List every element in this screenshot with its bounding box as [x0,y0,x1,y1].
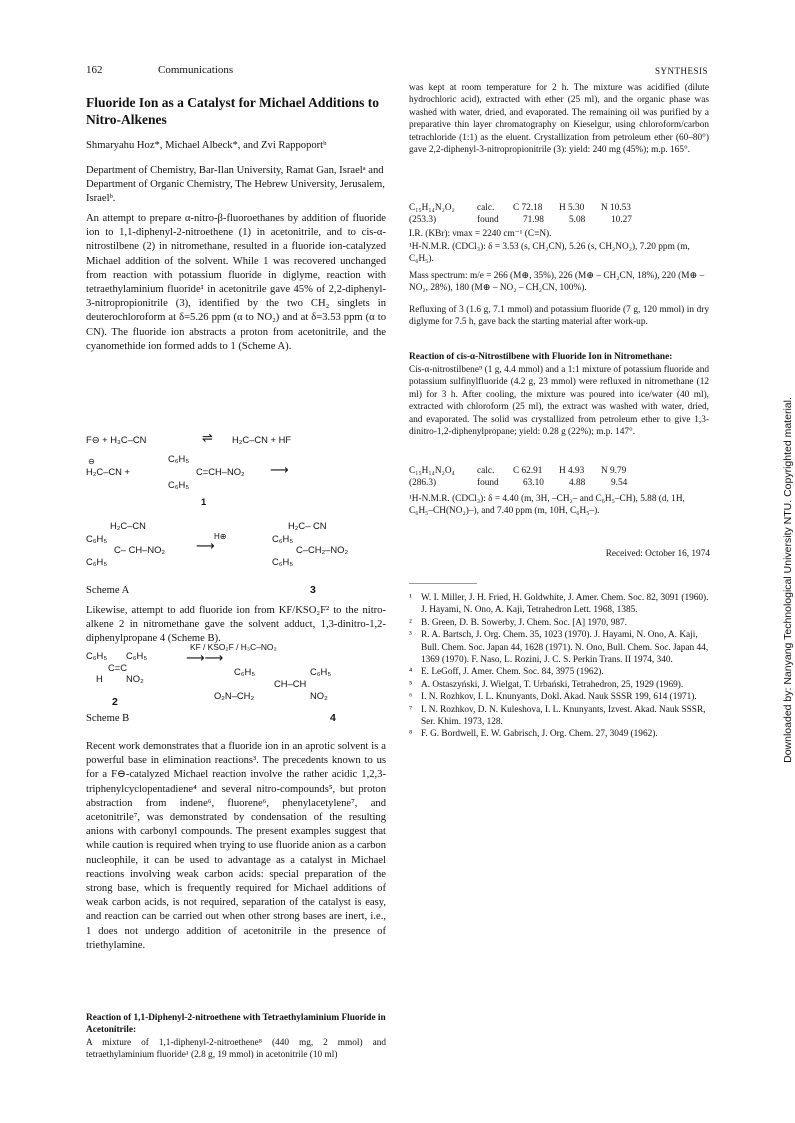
analysis-2-formula: C₁₅H₁₄N₂O₄ [409,466,455,476]
intermediate-top: H₂C–CN [110,520,146,531]
intermediate-phenyl-1: C₆H₅ [86,533,108,544]
reference-number: ⁸ [409,729,413,740]
reference-item [409,617,709,629]
analysis-1-c-found: 71.98 [523,215,544,226]
analysis-1 [409,202,709,227]
reference-item [409,691,709,703]
analysis-2-c-found: 63.10 [523,478,544,489]
analysis-2 [409,465,709,490]
reference-text: I. N. Rozhkov, I. L. Knunyants, Dokl. Akad. Nauk SSSR 199, 614 (1971). [421,692,697,703]
reference-number: ⁵ [409,679,413,690]
reflux-note: Refluxing of 3 (1.6 g, 7.1 mmol) and potassium fluoride (7 g, 120 mmol) in dry diglyme for 7.5 h, gave back the starting material after work-up. [409,305,709,328]
compound-2-label: 2 [112,696,118,708]
reactant-double-bond: C=C [108,662,128,673]
eq2-left: H₂C–CN + [86,466,131,477]
compound-3-label: 3 [310,584,316,596]
analysis-2-n-found: 9.54 [611,478,628,489]
reaction-arrow-b: ⟶⟶ [186,650,224,665]
compound-1-label: 1 [201,496,207,507]
page-number: 162 [86,64,103,76]
product-b-left: O₂N–CH₂ [214,690,255,701]
analysis-2-h-calc: H 4.93 [559,466,585,476]
product-phenyl-1: C₆H₅ [272,533,294,544]
analysis-2-found: found [477,478,499,489]
experiment-1-text: A mixture of 1,1-diphenyl-2-nitroethene⁸ (440 mg, 2 mmol) and tetraethylaminium fluoride¹ (2.8 g, 19 mmol) in acetonitrile (10 ml) [86,1038,386,1061]
reference-number: ⁷ [409,704,413,715]
scheme-b-caption: Scheme B [86,713,130,724]
affiliation-2: and Department of Organic Chemistry, The Hebrew University, Jerusalem, Israelᵇ. [86,165,385,205]
equilibrium-arrow: ⇌ [202,430,213,445]
reference-text: I. N. Rozhkov, D. N. Kuleshova, I. L. Knunyants, Izvest. Akad. Nauk SSSR, Ser. Khim. 1973, 128. [421,704,706,728]
experiment-1-heading: Reaction of 1,1-Diphenyl-2-nitroethene with Tetraethylaminium Fluoride in Acetonitrile: [86,1013,386,1036]
experiment-2-text: Cis-α-nitrostilbene⁹ (1 g, 4.4 mmol) and a 1:1 mixture of potassium fluoride and potassium sulfinylfluoride (4.2 g, 23 mmol) were refluxed in nitromethane (12 ml) for 3 h. After cooling, the mixture was poured into ice/water (40 ml), extracted with chloroform (25 ml), the extract was washed with water, dried, and evaporated. The solid was crystallized from petroleum ether to give 1,3-dinitro-1,2-diphenylpropane; yield: 0.28 g (22%); m.p. 147°. [409,365,709,438]
phenyl-1: C₆H₅ [168,453,190,464]
article-title: Fluoride Ion as a Catalyst for Michael Additions to Nitro-Alkenes [86,95,380,127]
reference-number: ³ [409,630,412,641]
product-mid: C–CH₂–NO₂ [296,544,349,555]
mass-spectrum: Mass spectrum: m/e = 266 (M⊕, 35%), 226 (M⊕ – CH₂CN, 18%), 220 (M⊕ – NO₂, 28%), 180 (M⊕ – NO₂ – CH₂CN, 100%). [409,271,705,294]
received-date: Received: October 16, 1974 [605,549,710,559]
intermediate-mid: C– CH–NO₂ [114,544,166,555]
experiment-1-continued: was kept at room temperature for 2 h. The mixture was acidified (dilute hydrochloric acid), extracted with ether (25 ml), and the organic phase was washed with water, dried, and evaporated. The remaining oil was purified by a preparative thin layer chromatography on Kieselgur, using chloroform/carbon tetrachloride (1:1) as the eluent. Crystallization from petroleum ether (60–80°) gave 2,2-diphenyl-3-nitropropionitrile (3): yield: 240 mg (45%); m.p. 165°. [409,83,709,156]
phenyl-2: C₆H₅ [168,479,190,490]
reactant-hydrogen: H [96,673,103,684]
download-note: Downloaded by: Nanyang Technological University NTU. Copyrighted material. [782,397,794,763]
references-list [409,592,709,741]
intro-paragraph: An attempt to prepare α-nitro-β-fluoroethanes by addition of fluoride ion to 1,1-diphenyl-2-nitroethene (1) in acetonitrile, and to cis-α-nitrostilbene (2) in nitromethane, resulted in a fluoride ion-catalyzed Michael addition of the solvent. While 1 was recovered unchanged from reaction with potassium fluoride in diglyme, reaction with tetraethylaminium fluoride¹ in acetonitrile gave 45% of 2,2-diphenyl-3-nitropropionitrile (3), identified by the two CH₂ singlets in deuterochloroform at δ=5.26 ppm (α to NO₂) and at δ=3.53 ppm (α to CN). The fluoride ion abstracts a proton from acetonitrile, and the cyanomethide ion formed adds to 1 (Scheme A). [86,213,386,352]
analysis-1-n-calc: N 10.53 [601,203,631,213]
analysis-1-found: found [477,215,499,226]
reaction-arrow-2: ⟶ [196,538,215,553]
analysis-1-h-found: 5.08 [569,215,586,226]
reference-item [409,728,709,740]
reference-item [409,679,709,691]
footnote-divider [409,583,477,584]
reference-item [409,704,709,729]
journal-name: SYNTHESIS [655,66,709,76]
alkene: C=CH–NO₂ [196,466,245,477]
analysis-1-calc: calc. [477,203,495,213]
eq1-right: H₂C–CN + HF [232,434,292,445]
reaction-arrow-1: ⟶ [270,462,289,477]
product-phenyl-2: C₆H₅ [272,556,294,567]
affiliation-1: Department of Chemistry, Bar-Ilan University, Ramat Gan, Israelᵃ [86,165,366,176]
intermediate-phenyl-2: C₆H₅ [86,556,108,567]
reactant-nitro: NO₂ [126,673,144,684]
analysis-1-h-calc: H 5.30 [559,203,585,213]
scheme-a-caption: Scheme A [86,585,130,596]
nmr-data-1: ¹H-N.M.R. (CDCl₃): δ = 3.53 (s, CH₂CN), 5.26 (s, CH₂NO₂), 7.20 ppm (m, C₆H₅). [409,242,690,265]
reference-text: W. I. Miller, J. H. Fried, H. Goldwhite, J. Amer. Chem. Soc. 82, 3091 (1960). J. Hayami, N. Ono, A. Kaji, Tetrahedron Lett. 1968, 1385. [421,593,709,616]
product-top: H₂C– CN [288,520,327,531]
reactant-phenyl-2: C₆H₅ [126,650,148,661]
reference-text: E. LeGoff, J. Amer. Chem. Soc. 84, 3975 (1962). [421,667,604,678]
proton-catalyst: H⊕ [214,532,227,541]
analysis-2-n-calc: N 9.79 [601,466,627,476]
affiliations [86,164,386,207]
analysis-2-c-calc: C 62.91 [513,466,543,476]
product-b-phenyl-1: C₆H₅ [234,666,256,677]
reference-number: ⁶ [409,692,413,703]
scheme-b-reagent: KF / KSO₂F / H₃C–NO₂ [190,642,277,652]
product-b-phenyl-2: C₆H₅ [310,666,332,677]
analysis-2-calc: calc. [477,466,495,476]
reference-number: ¹ [409,593,412,603]
product-b-nitro: NO₂ [310,690,328,701]
reference-text: F. G. Bordwell, E. W. Gabrisch, J. Org. Chem. 27, 3049 (1962). [421,729,658,740]
section-label: Communications [158,64,234,76]
reference-number: ⁴ [409,667,413,678]
product-b-backbone: CH–CH [274,678,307,689]
reference-item [409,666,709,678]
compound-4-label: 4 [330,712,336,724]
reference-text: A. Ostaszyński, J. Wielgat, T. Urbański, Tetrahedron, 25, 1929 (1969). [421,679,684,690]
reference-number: ² [409,617,412,628]
reference-item [409,629,709,666]
analysis-2-mw: (286.3) [409,478,437,489]
analysis-1-n-found: 10.27 [611,215,632,226]
reference-item [409,592,709,617]
analysis-1-mw: (253.3) [409,215,437,226]
paragraph-2: Likewise, attempt to add fluoride ion from KF/KSO₂F² to the nitro-alkene 2 in nitromethane gave the solvent adduct, 1,3-dinitro-1,2-diphenylpropane 4 (Scheme B). [86,605,386,645]
nmr-data-2: ¹H-N.M.R. (CDCl₃): δ = 4.40 (m, 3H, –CH₂– and C₆H₅–CH), 5.88 (d, 1H, C₆H₅–CH(NO₂)–), and 7.40 ppm (m, 10H, C₆H₅–). [409,494,685,517]
eq1-left: F⊖ + H₃C–CN [86,434,147,445]
analysis-2-h-found: 4.88 [569,478,586,489]
analysis-1-formula: C₁₅H₁₄N₂O₂ [409,203,455,213]
analysis-1-c-calc: C 72.18 [513,203,543,213]
anion-charge: ⊖ [88,457,95,466]
experiment-2-heading: Reaction of cis-α-Nitrostilbene with Fluoride Ion in Nitromethane: [409,352,673,362]
scheme-b [86,642,386,748]
ir-data: I.R. (KBr): νmax = 2240 cm⁻¹ (C≡N). [409,229,552,239]
reference-text: B. Green, D. B. Sowerby, J. Chem. Soc. [A] 1970, 987. [421,617,627,628]
reactant-phenyl-1: C₆H₅ [86,650,108,661]
reference-text: R. A. Bartsch, J. Org. Chem. 35, 1023 (1970). J. Hayami, N. Ono, A. Kaji, Bull. Chem. Soc. Japan 44, 1628 (1971). N. Ono, Bull. Chem. Soc. Japan 44, 1369 (1970). F. Naso, L. Rozini, J. C. S. Perkin Trans. II 1974, 340. [421,630,709,666]
authors: Shmaryahu Hoz*, Michael Albeck*, and Zvi Rappoportᵇ [86,140,327,151]
paragraph-3: Recent work demonstrates that a fluoride ion in an aprotic solvent is a powerful base in elimination reactions³. The precedents known to us for a F⊖-catalyzed Michael reaction involve the rather acidic 1,2,3-triphenylcyclopentadiene⁴ and several nitro-compounds⁵, but proton abstraction from indene⁶, fluorene⁶, phenylacetylene⁷, and acetonitrile⁷, was demonstrated by condensation of the resulting anions with carbonyl compounds. The present examples suggest that while caution is required when trying to use fluoride anion as a carbon nucleophile, it can be used to advantage as a catalyst in Michael reactions involving weak carbon acids: special preparation of the strong base, which is frequently required for Michael additions of weak carbon acids, is not required, separation of the catalyst is easy, and reaction can be carried out when other strong bases are inert, i.e., 1 does not undergo addition of acetonitrile in the presence of triethylamine. [86,741,386,951]
